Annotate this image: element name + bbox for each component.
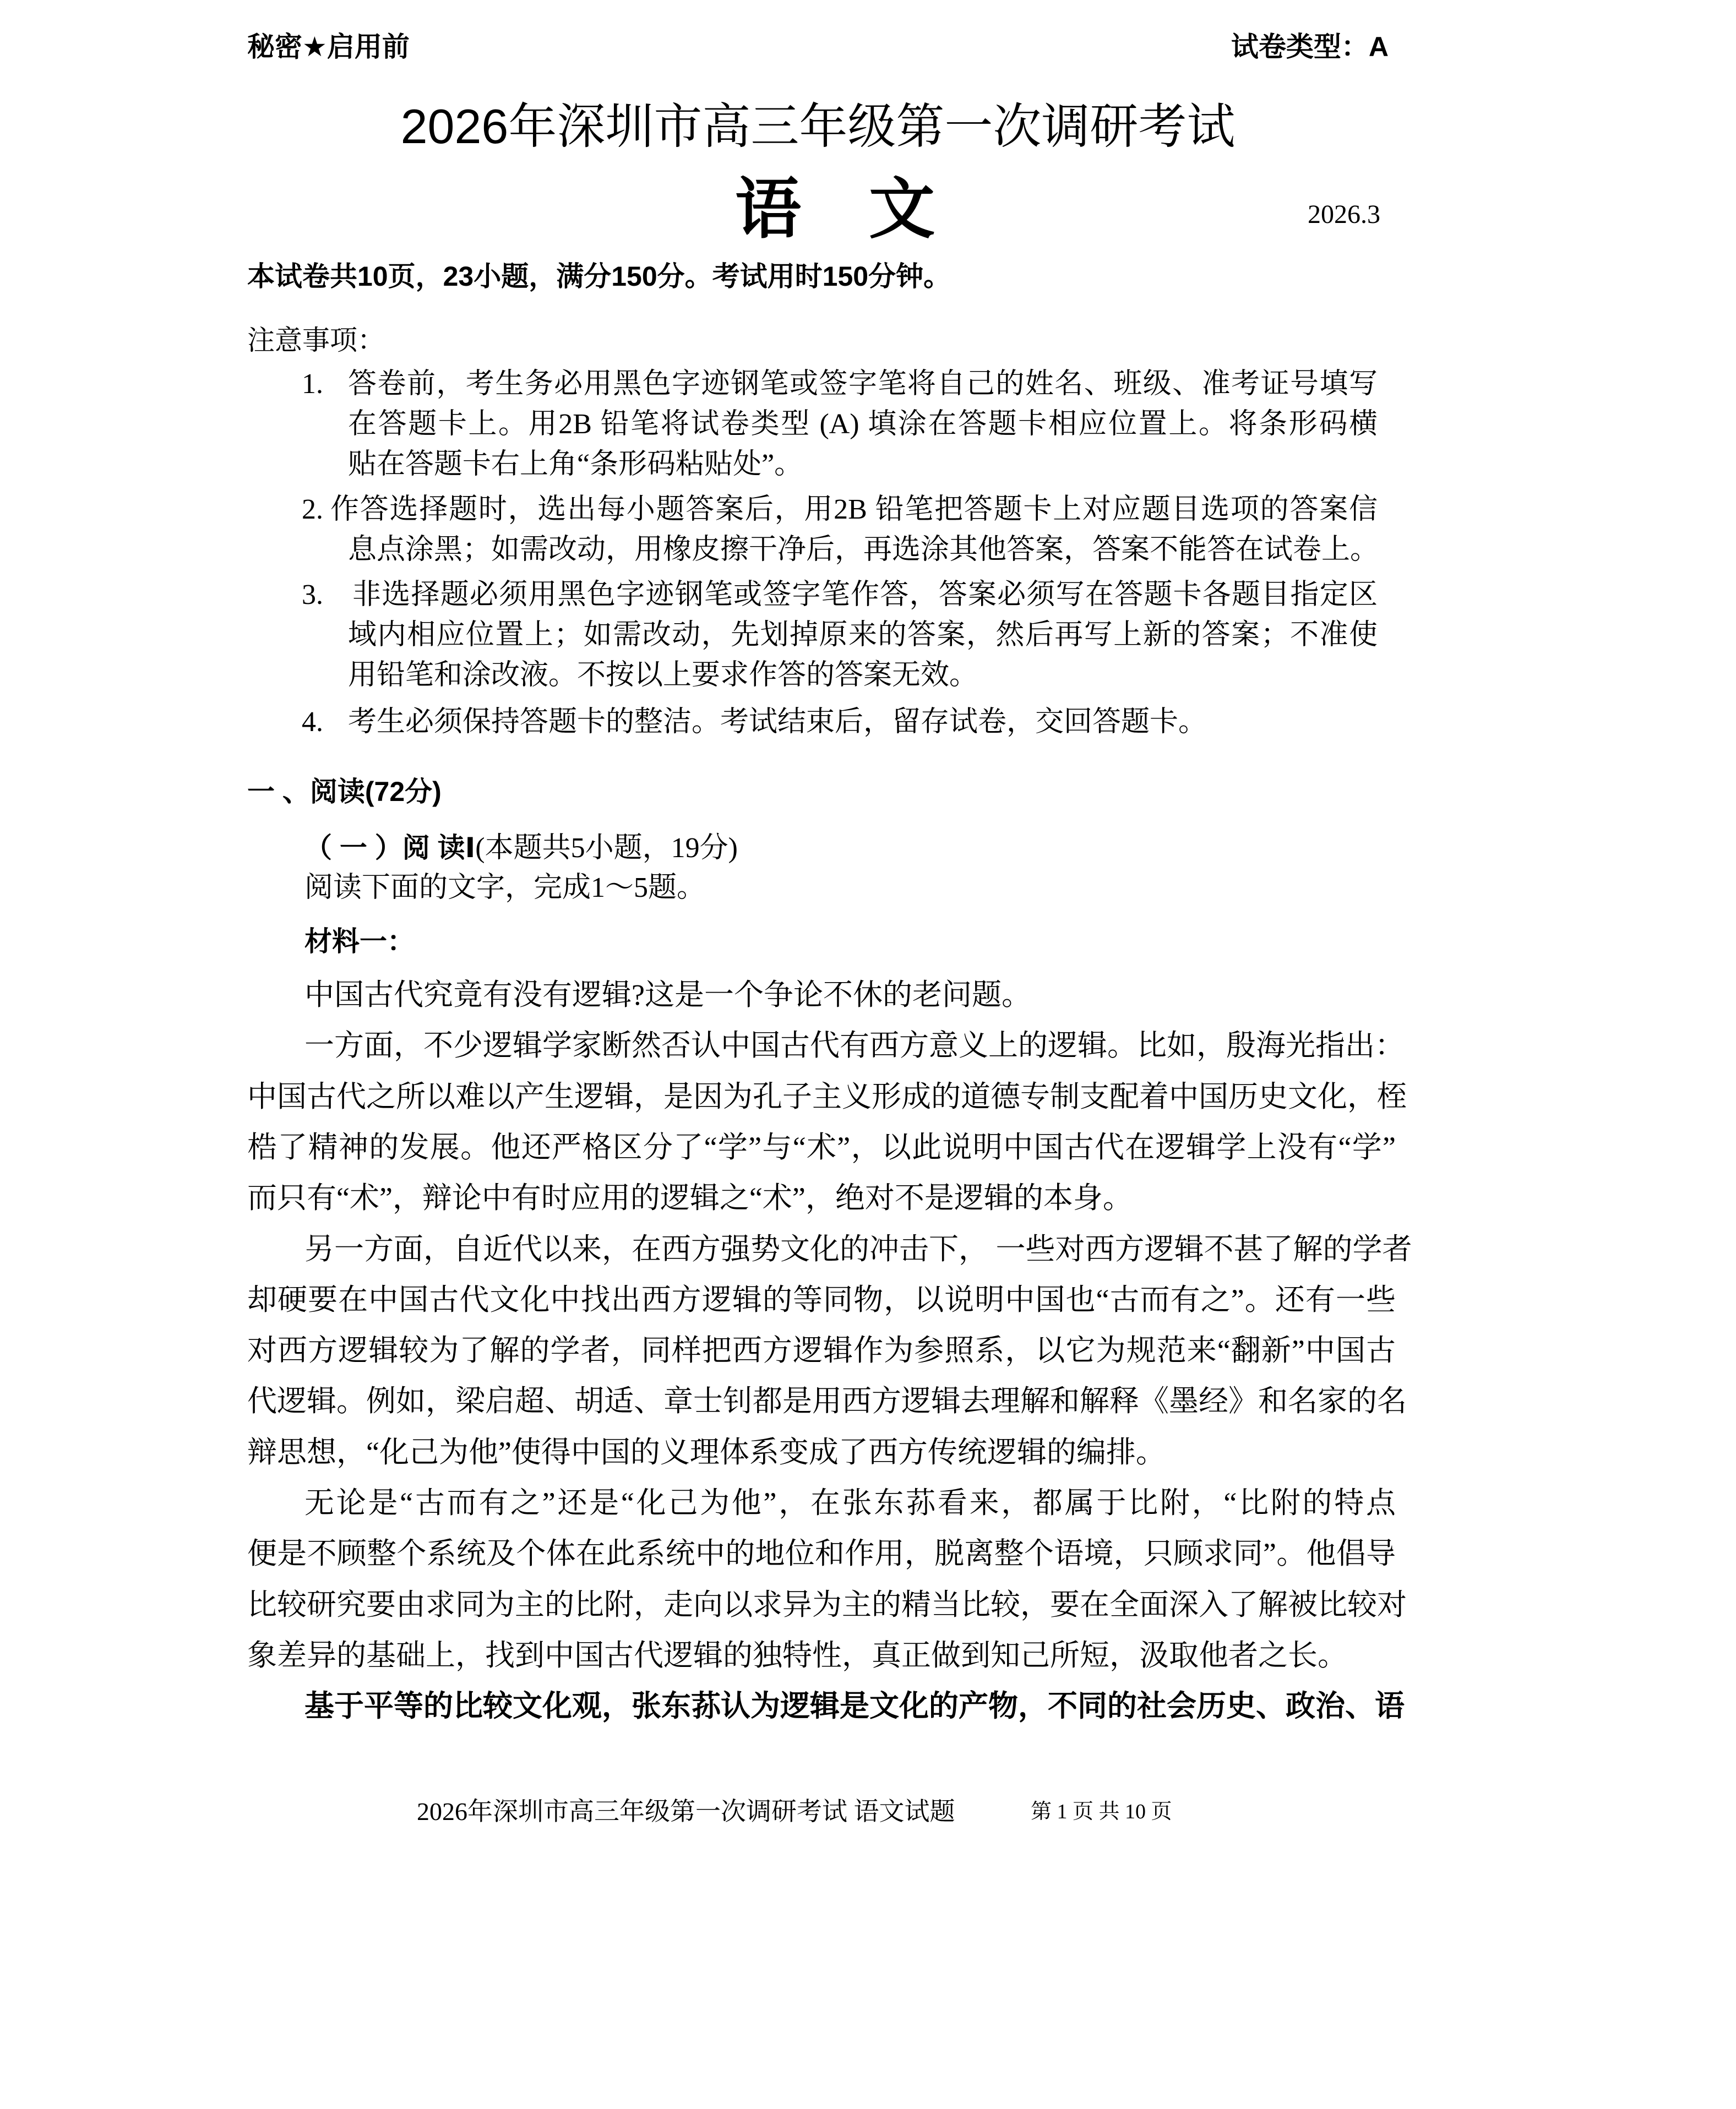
exam-date: 2026.3 <box>1308 200 1380 229</box>
note-line: 域内相应位置上；如需改动，先划掉原来的答案，然后再写上新的答案；不准使 <box>348 619 1378 651</box>
subsection-note: (本题共5小题，19分) <box>475 832 738 864</box>
note-number: 2. <box>302 494 323 525</box>
note-line: 在答题卡上。用2B 铅笔将试卷类型 (A) 填涂在答题卡相应位置上。将条形码横 <box>348 408 1378 440</box>
passage-line: 中国古代究竟有没有逻辑?这是一个争论不休的老问题。 <box>304 978 1031 1011</box>
passage-line: 辩思想，“化己为他”使得中国的义理体系变成了西方传统逻辑的编排。 <box>247 1436 1166 1469</box>
passage-line: 象差异的基础上，找到中国古代逻辑的独特性，真正做到知己所短，汲取他者之长。 <box>247 1639 1347 1672</box>
passage-line: 代逻辑。例如，梁启超、胡适、章士钊都是用西方逻辑去理解和解释《墨经》和名家的名 <box>247 1385 1407 1418</box>
passage-line: 中国古代之所以难以产生逻辑，是因为孔子主义形成的道德专制支配着中国历史文化，桎 <box>247 1080 1407 1113</box>
passage-line: 便是不顾整个系统及个体在此系统中的地位和作用，脱离整个语境，只顾求同”。他倡导 <box>247 1537 1396 1570</box>
subject-char-2: 文 <box>869 172 935 246</box>
note-line: 非选择题必须用黑色字迹钢笔或签字笔作答，答案必须写在答题卡各题目指定区 <box>352 579 1378 611</box>
subject-char-1: 语 <box>735 172 801 246</box>
passage-line: 另一方面，自近代以来，在西方强势文化的冲击下， 一些对西方逻辑不甚了解的学者 <box>304 1233 1412 1266</box>
note-number: 1. <box>302 368 323 400</box>
passage-line: 梏了精神的发展。他还严格区分了“学”与“术”，以此说明中国古代在逻辑学上没有“学” <box>247 1131 1396 1164</box>
reading-instruction: 阅读下面的文字，完成1～5题。 <box>304 872 706 903</box>
footer-page-number: 第 1 页 共 10 页 <box>1031 1800 1172 1823</box>
paper-type-label: 试卷类型：A <box>1231 31 1389 62</box>
passage-line: 比较研究要由求同为主的比附，走向以求异为主的精当比较，要在全面深入了解被比较对 <box>247 1588 1407 1621</box>
passage-line: 而只有“术”，辩论中有时应用的逻辑之“术”，绝对不是逻辑的本身。 <box>247 1181 1133 1214</box>
note-line: 用铅笔和涂改液。不按以上要求作答的答案无效。 <box>348 660 978 691</box>
note-line: 贴在答题卡右上角“条形码粘贴处”。 <box>348 449 803 480</box>
note-line: 答卷前，考生务必用黑色字迹钢笔或签字笔将自己的姓名、班级、准考证号填写 <box>348 368 1378 400</box>
subsection-title: （ 一 ）阅 读Ⅰ <box>304 832 476 863</box>
note-number: 3. <box>302 579 323 611</box>
passage-line: 基于平等的比较文化观，张东荪认为逻辑是文化的产物，不同的社会历史、政治、语 <box>304 1690 1405 1723</box>
passage-line: 无论是“古而有之”还是“化己为他”，在张东荪看来，都属于比附，“比附的特点 <box>304 1486 1396 1519</box>
note-line: 作答选择题时，选出每小题答案后，用2B 铅笔把答题卡上对应题目选项的答案信 <box>330 494 1378 525</box>
note-line: 息点涂黑；如需改动，用橡皮擦干净后，再选涂其他答案，答案不能答在试卷上。 <box>348 534 1379 565</box>
note-line: 考生必须保持答题卡的整洁。考试结束后，留存试卷，交回答题卡。 <box>348 706 1207 738</box>
subsection-heading <box>304 826 738 870</box>
exam-intro: 本试卷共10页，23小题，满分150分。考试用时150分钟。 <box>247 261 951 292</box>
note-number: 4. <box>302 706 323 738</box>
passage-line: 对西方逻辑较为了解的学者，同样把西方逻辑作为参照系，以它为规范来“翻新”中国古 <box>247 1334 1396 1367</box>
material-label: 材料一： <box>304 926 415 957</box>
notes-heading: 注意事项： <box>247 325 385 356</box>
confidential-label: 秘密★启用前 <box>247 31 410 62</box>
passage-line: 一方面，不少逻辑学家断然否认中国古代有西方意义上的逻辑。比如，殷海光指出： <box>304 1029 1405 1062</box>
section-heading: 一 、阅读(72分) <box>247 776 442 807</box>
exam-title: 2026年深圳市高三年级第一次调研考试 <box>400 99 1236 154</box>
footer-title: 2026年深圳市高三年级第一次调研考试 语文试题 <box>417 1797 955 1825</box>
passage-line: 却硬要在中国古代文化中找出西方逻辑的等同物，以说明中国也“古而有之”。还有一些 <box>247 1283 1396 1316</box>
